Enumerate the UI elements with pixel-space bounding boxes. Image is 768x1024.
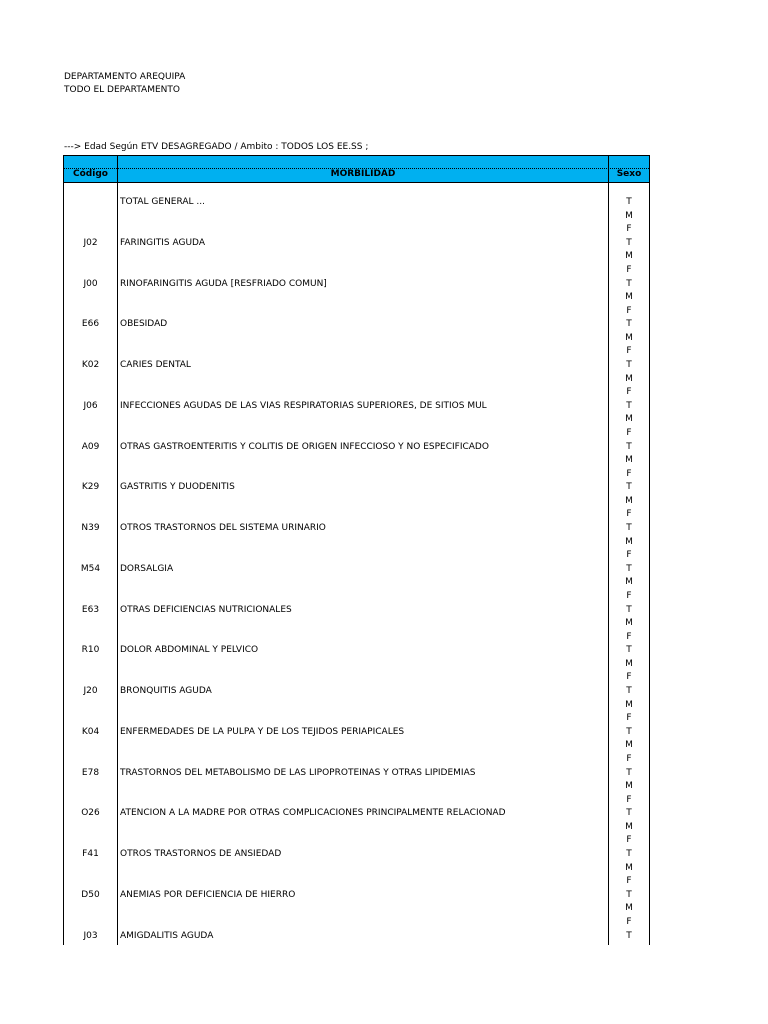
- row-code: E63: [81, 604, 100, 615]
- sex-label: F: [626, 387, 632, 397]
- table-row: [64, 401, 649, 442]
- row-sexo: [609, 196, 649, 237]
- table-row: [64, 279, 649, 320]
- sex-label: T: [626, 767, 632, 778]
- sex-label: M: [625, 251, 633, 262]
- row-sexo: [609, 807, 649, 848]
- row-code: N39: [81, 523, 100, 533]
- sex-label: T: [626, 686, 632, 696]
- row-code: D50: [81, 889, 100, 900]
- sex-label: M: [625, 495, 633, 506]
- sex-label: M: [625, 292, 633, 302]
- table-row: [64, 523, 649, 564]
- table-row: [64, 645, 649, 686]
- row-code: F41: [82, 849, 99, 859]
- row-morbilidad: TOTAL GENERAL ...: [120, 197, 205, 207]
- row-sexo: [609, 685, 649, 726]
- row-sexo: [609, 563, 649, 604]
- sex-label: T: [626, 523, 632, 533]
- row-sexo: [609, 481, 649, 522]
- table-row: [64, 849, 649, 890]
- table-row: [64, 319, 649, 360]
- row-code: E66: [81, 319, 100, 330]
- sex-label: F: [626, 305, 632, 316]
- sex-label: F: [626, 346, 632, 357]
- row-code: J03: [83, 930, 98, 941]
- table-row: [64, 686, 649, 727]
- row-morbilidad: ATENCION A LA MADRE POR OTRAS COMPLICACIONES PRINCIPALMENTE RELACIONAD: [120, 808, 506, 819]
- sex-label: F: [626, 794, 632, 805]
- row-morbilidad: RINOFARINGITIS AGUDA [RESFRIADO COMUN]: [120, 278, 327, 289]
- row-sexo: [609, 930, 649, 944]
- sex-label: F: [626, 753, 632, 764]
- row-morbilidad: AMIGDALITIS AGUDA: [120, 930, 214, 941]
- sex-label: T: [626, 441, 632, 452]
- row-sexo: [609, 522, 649, 563]
- row-sexo: [609, 318, 649, 359]
- sex-label: M: [625, 414, 633, 425]
- morbidity-table: [63, 155, 650, 945]
- row-morbilidad: OTRAS DEFICIENCIAS NUTRICIONALES: [120, 604, 292, 615]
- row-code: J06: [83, 400, 98, 411]
- sex-label: F: [626, 264, 632, 275]
- sex-label: F: [626, 224, 632, 234]
- row-morbilidad: DOLOR ABDOMINAL Y PELVICO: [120, 645, 259, 656]
- sex-label: F: [626, 631, 632, 642]
- row-sexo: [609, 644, 649, 685]
- table-row: [64, 564, 649, 605]
- table-row: [64, 442, 649, 483]
- row-sexo: [609, 726, 649, 767]
- row-code: O26: [81, 808, 100, 819]
- table-row: [64, 197, 649, 238]
- sex-label: M: [625, 699, 633, 710]
- sex-label: T: [626, 400, 632, 411]
- sex-label: M: [625, 618, 633, 628]
- row-code: A09: [81, 441, 100, 452]
- department-title: DEPARTAMENTO AREQUIPA: [64, 72, 186, 82]
- sex-label: T: [626, 604, 632, 615]
- sex-label: F: [626, 835, 632, 846]
- row-sexo: [609, 237, 649, 278]
- sex-label: M: [625, 332, 633, 343]
- sex-label: T: [626, 849, 632, 859]
- table-header: [64, 155, 649, 183]
- column-header-morbilidad: MORBILIDAD: [330, 169, 396, 179]
- column-header-codigo: Código: [73, 169, 108, 179]
- row-morbilidad: GASTRITIS Y DUODENITIS: [120, 482, 235, 493]
- row-sexo: [609, 278, 649, 319]
- row-morbilidad: BRONQUITIS AGUDA: [120, 686, 212, 696]
- row-morbilidad: ANEMIAS POR DEFICIENCIA DE HIERRO: [120, 889, 296, 900]
- sex-label: M: [625, 210, 633, 221]
- row-code: K02: [81, 360, 100, 370]
- row-code: K04: [81, 726, 100, 737]
- row-morbilidad: OTROS TRASTORNOS DEL SISTEMA URINARIO: [120, 523, 326, 533]
- sex-label: M: [625, 862, 633, 873]
- sex-label: M: [625, 536, 633, 547]
- row-morbilidad: INFECCIONES AGUDAS DE LAS VIAS RESPIRATORIAS SUPERIORES, DE SITIOS MUL: [120, 400, 487, 411]
- table-row: [64, 482, 649, 523]
- row-morbilidad: CARIES DENTAL: [120, 360, 191, 370]
- row-morbilidad: OTRAS GASTROENTERITIS Y COLITIS DE ORIGEN INFECCIOSO Y NO ESPECIFICADO: [120, 441, 489, 452]
- sex-label: T: [626, 278, 632, 289]
- sex-label: F: [626, 590, 632, 601]
- row-code: E78: [81, 767, 100, 778]
- row-morbilidad: TRASTORNOS DEL METABOLISMO DE LAS LIPOPROTEINAS Y OTRAS LIPIDEMIAS: [120, 767, 476, 778]
- table-row: [64, 360, 649, 401]
- row-sexo: [609, 767, 649, 808]
- row-code: J02: [83, 237, 98, 248]
- row-sexo: [609, 359, 649, 400]
- row-morbilidad: ENFERMEDADES DE LA PULPA Y DE LOS TEJIDOS PERIAPICALES: [120, 726, 405, 737]
- sex-label: T: [626, 808, 632, 819]
- row-code: R10: [81, 645, 100, 656]
- table-row: [64, 605, 649, 646]
- row-morbilidad: OBESIDAD: [120, 319, 168, 330]
- sex-label: M: [625, 373, 633, 384]
- table-row: [64, 808, 649, 849]
- sex-label: F: [626, 427, 632, 438]
- sex-label: T: [626, 726, 632, 737]
- sex-label: T: [626, 645, 632, 656]
- sex-label: T: [626, 237, 632, 248]
- sex-label: M: [625, 903, 633, 914]
- row-sexo: [609, 441, 649, 482]
- row-morbilidad: OTROS TRASTORNOS DE ANSIEDAD: [120, 849, 282, 859]
- sex-label: T: [626, 319, 632, 330]
- table-row: [64, 768, 649, 809]
- row-code: J20: [83, 686, 98, 696]
- sex-label: F: [626, 468, 632, 479]
- sex-label: T: [626, 360, 632, 370]
- column-header-sexo: Sexo: [616, 169, 642, 179]
- table-row: [64, 238, 649, 279]
- row-sexo: [609, 848, 649, 889]
- sex-label: M: [625, 658, 633, 669]
- row-morbilidad: FARINGITIS AGUDA: [120, 237, 205, 248]
- sex-label: F: [626, 509, 632, 520]
- scope-subtitle: TODO EL DEPARTAMENTO: [64, 85, 180, 95]
- sex-label: F: [626, 876, 632, 886]
- sex-label: F: [626, 713, 632, 723]
- sex-label: F: [626, 550, 632, 560]
- sex-label: M: [625, 740, 633, 751]
- sex-label: T: [626, 197, 632, 207]
- sex-label: T: [626, 930, 632, 941]
- row-code: J00: [83, 278, 98, 289]
- table-row: [64, 890, 649, 931]
- row-code: K29: [81, 482, 100, 493]
- row-morbilidad: DORSALGIA: [120, 563, 174, 574]
- sex-label: F: [626, 672, 632, 683]
- filter-description: ---> Edad Según ETV DESAGREGADO / Ambito : TODOS LOS EE.SS ;: [64, 142, 369, 152]
- sex-label: F: [626, 916, 632, 927]
- sex-label: T: [626, 563, 632, 574]
- sex-label: T: [626, 889, 632, 900]
- table-row: [64, 931, 649, 972]
- sex-label: M: [625, 781, 633, 791]
- row-code: M54: [80, 563, 101, 574]
- sex-label: T: [626, 482, 632, 493]
- row-sexo: [609, 889, 649, 930]
- row-sexo: [609, 604, 649, 645]
- row-sexo: [609, 400, 649, 441]
- sex-label: M: [625, 821, 633, 832]
- table-row: [64, 727, 649, 768]
- sex-label: M: [625, 455, 633, 465]
- sex-label: M: [625, 577, 633, 588]
